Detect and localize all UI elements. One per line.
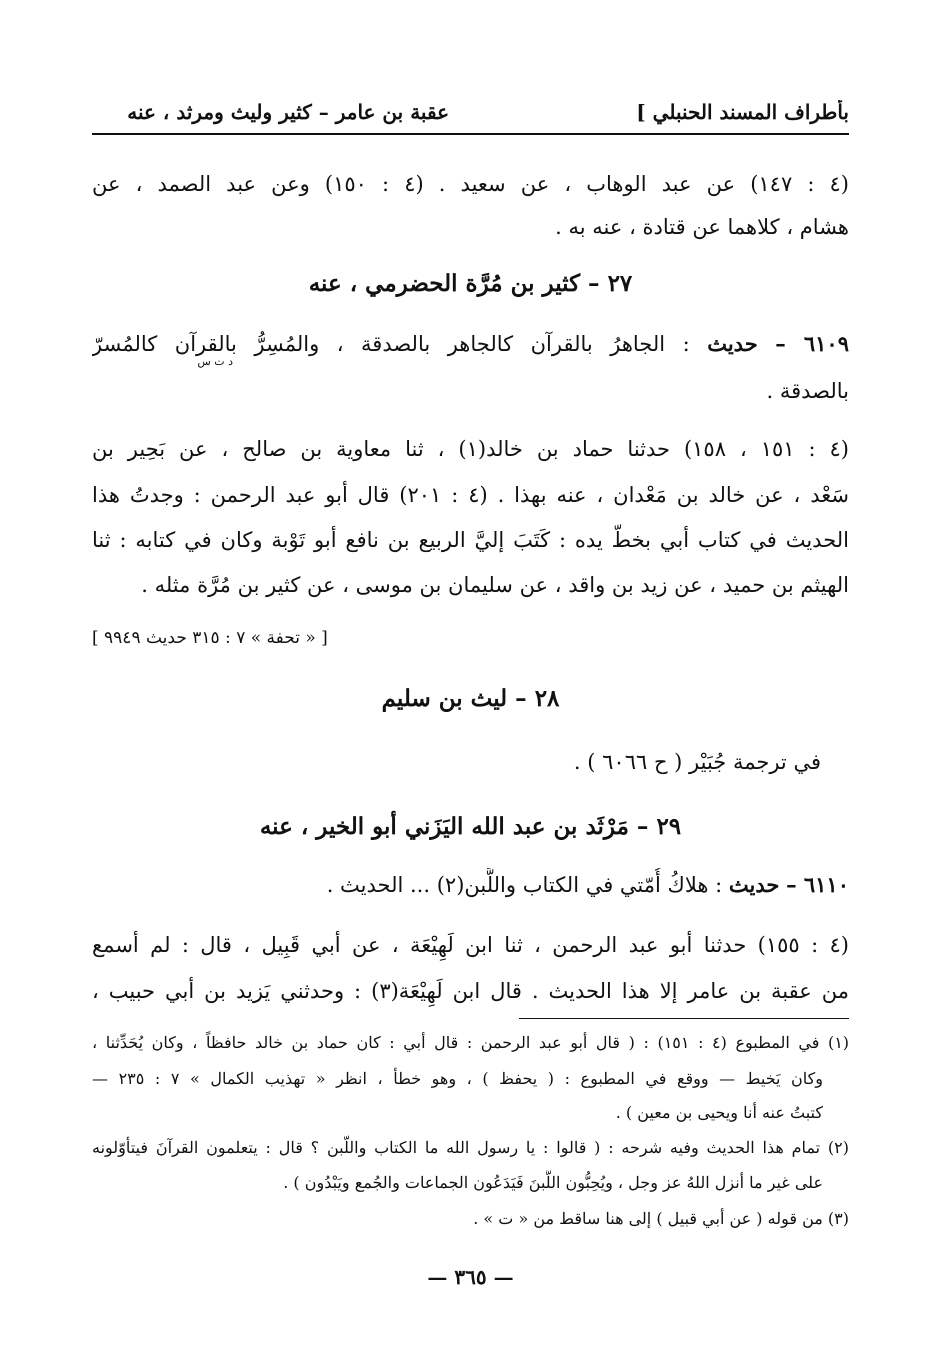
hadith-text: : الجاهرُ بالقرآن كالجاهر بالصدقة ، والمُسِرُّ بالقرآن كالمُسرّ: [92, 332, 690, 356]
hadith-number: ٦١١٠ –: [786, 872, 849, 897]
body-line: الحديث في كتاب أبي بخطّ يده : كَتَبَ إليَّ الربيع بن نافع أبو تَوْبة وكان في كتابه : ثنا: [92, 528, 849, 552]
footnote-line: كتبتُ عنه أنا ويحيى بن معين ) .: [615, 1103, 823, 1122]
footnote-line: (١) في المطبوع (٤ : ١٥١) : ( قال أبو عبد الرحمن : قال أبي : كان حماد بن خالد حافظاً ، وكان يُحَدِّثنا ،: [92, 1033, 849, 1052]
body-line: (٤ : ١٥١ ، ١٥٨) حدثنا حماد بن خالد(١) ، ثنا معاوية بن صالح ، عن بَحِير بن: [92, 437, 849, 461]
body-line: (٤ : ١٤٧) عن عبد الوهاب ، عن سعيد . (٤ : ١٥٠) وعن عبد الصمد ، عن: [92, 172, 849, 196]
body-line: هشام ، كلاهما عن قتادة ، عنه به .: [555, 215, 849, 239]
hadith-text: : هلاكُ أُمّتي في الكتاب واللَّبن(٢) ... الحديث .: [326, 873, 723, 897]
body-line: (٤ : ١٥٥) حدثنا أبو عبد الرحمن ، ثنا ابن لَهِيْعَة ، عن أبي قَبِيل ، قال : لم أسمع: [92, 933, 849, 957]
body-line: الهيثم بن حميد ، عن زيد بن واقد ، عن سليمان بن موسى ، عن كثير بن مُرَّة مثله .: [141, 573, 849, 597]
tuhfa-reference: [ « تحفة » ٧ : ٣١٥ حديث ٩٩٤٩ ]: [92, 628, 328, 648]
header-rule: [92, 133, 849, 135]
footnote-rule: [519, 1018, 849, 1019]
footnote-line: (٣) من قوله ( عن أبي قبيل ) إلى هنا ساقط من « ت » .: [473, 1209, 849, 1228]
footnote-line: على غير ما أنزل اللهُ عز وجل ، ويُحِبُّون اللَّبنَ فَيَدَعُون الجماعات والجُمع ويَبْدُون ) .: [283, 1173, 823, 1192]
body-line: بالصدقة .: [766, 379, 849, 403]
hadith-sigla: د ت س: [197, 355, 233, 368]
body-line: من عقبة بن عامر إلا هذا الحديث . قال ابن لَهِيْعَة(٣) : وحدثني يَزيد بن أبي حبيب ،: [92, 979, 849, 1003]
section-heading: ٢٨ – ليث بن سليم: [381, 685, 560, 712]
section-heading: ٢٩ – مَرْثَد بن عبد الله اليَزَني أبو الخير ، عنه: [259, 813, 682, 840]
hadith-number: ٦١٠٩ –: [775, 331, 849, 356]
page-number: — ٣٦٥ —: [427, 1265, 514, 1289]
hadith-entry: [92, 868, 849, 902]
hadith-label: حديث: [707, 331, 758, 356]
header-section-title: عقبة بن عامر – كثير وليث ومرثد ، عنه: [127, 100, 449, 124]
body-line: سَعْد ، عن خالد بن مَعْدان ، عنه بهذا . (٤ : ٢٠١) قال أبو عبد الرحمن : وجدتُ هذا: [92, 483, 849, 507]
header-book-title: بأطراف المسند الحنبلي ]: [636, 100, 849, 124]
section-heading: ٢٧ – كثير بن مُرَّة الحضرمي ، عنه: [308, 270, 633, 297]
hadith-label: حديث: [728, 872, 780, 897]
body-line: في ترجمة جُبَيْر ( ح ٦٠٦٦ ) .: [573, 750, 821, 774]
running-header: [92, 100, 849, 130]
footnote-line: (٢) تمام هذا الحديث وفيه شرحه : ( قالوا : يا رسول الله ما الكتاب واللّبن ؟ قال : يتعلمون القرآنَ فيتأوّلونه: [92, 1138, 849, 1157]
footnote-line: وكان يَخيط — ووقع في المطبوع : ( يحفظ ) ، وهو خطأ ، انظر « تهذيب الكمال » ٧ : ٢٣٥ —: [92, 1069, 823, 1088]
